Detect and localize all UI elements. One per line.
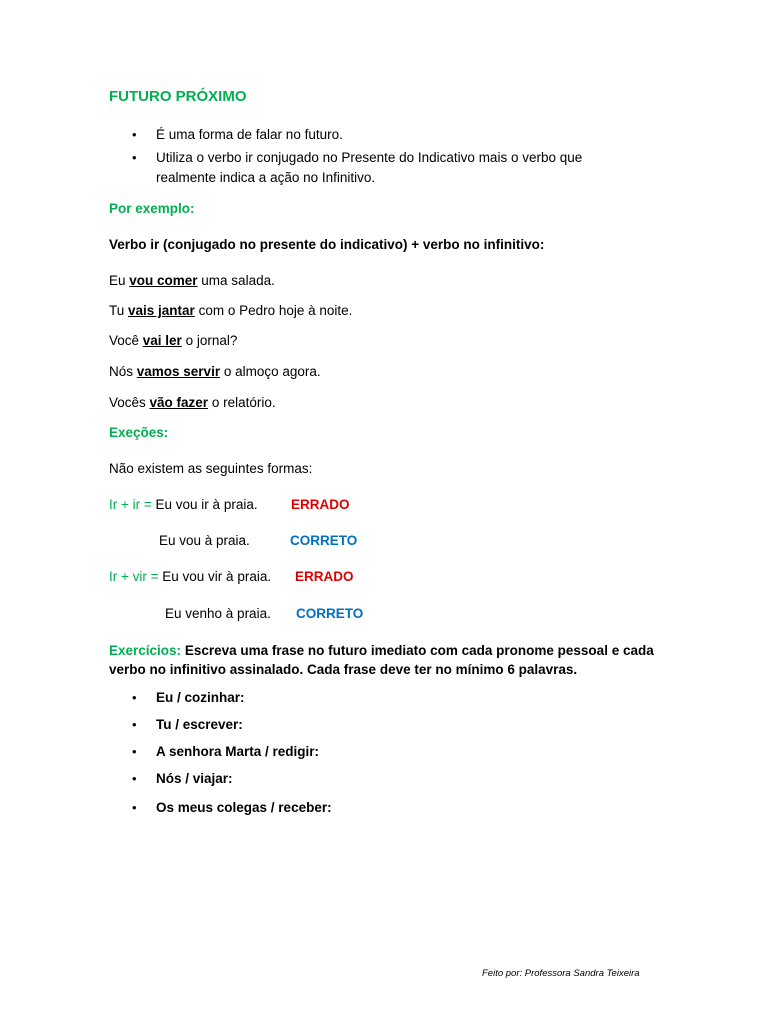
example-heading: Por exemplo:: [109, 201, 195, 216]
example-subject: Eu: [109, 273, 130, 288]
example-rest: com o Pedro hoje à noite.: [194, 303, 353, 318]
right-tag: CORRETO: [290, 533, 358, 548]
example-subject: Vocês: [109, 395, 150, 410]
example-rest: o relatório.: [208, 395, 276, 410]
example-verb: vão fazer: [149, 395, 209, 410]
intro-bullet-1: É uma forma de falar no futuro.: [156, 127, 343, 142]
example-verb: vou comer: [129, 273, 198, 288]
bullet-icon: •: [132, 717, 137, 732]
exercise-item: Eu / cozinhar:: [156, 690, 245, 705]
exercises-label: Exercícios:: [109, 643, 182, 658]
bullet-icon: •: [132, 127, 137, 142]
exception-wrong-line: [109, 497, 258, 512]
bullet-icon: •: [132, 744, 137, 759]
footer-credit: Feito por: Professora Sandra Teixeira: [482, 968, 640, 979]
intro-bullet-2: Utiliza o verbo ir conjugado no Presente do Indicativo mais o verbo que: [156, 150, 583, 165]
bullet-icon: •: [132, 690, 137, 705]
exception-wrong-sentence: Eu vou ir à praia.: [155, 497, 258, 512]
example-sentence: [109, 364, 321, 379]
bullet-icon: •: [132, 150, 137, 165]
example-verb: vamos servir: [136, 364, 221, 379]
example-verb: vais jantar: [128, 303, 195, 318]
example-subject: Tu: [109, 303, 129, 318]
exercise-item: A senhora Marta / redigir:: [156, 744, 320, 759]
exercise-item: Nós / viajar:: [156, 771, 233, 786]
example-sentence: [109, 273, 275, 288]
intro-bullet-2-cont: realmente indica a ação no Infinitivo.: [156, 170, 376, 185]
exception-wrong-line: [109, 569, 271, 584]
exercises-text: Escreva uma frase no futuro imediato com cada pronome pessoal e cada: [184, 643, 654, 658]
page-title: FUTURO PRÓXIMO: [109, 88, 247, 105]
example-sentence: [109, 395, 276, 410]
exception-label: Ir + vir =: [109, 569, 159, 584]
example-rest: o almoço agora.: [220, 364, 321, 379]
example-verb: vai ler: [142, 333, 182, 348]
exercise-item: Os meus colegas / receber:: [156, 800, 332, 815]
exceptions-heading: Exeções:: [109, 425, 169, 440]
exercises-instruction-cont: verbo no infinitivo assinalado. Cada frase deve ter no mínimo 6 palavras.: [109, 662, 578, 677]
exercise-item: Tu / escrever:: [156, 717, 243, 732]
bullet-icon: •: [132, 800, 137, 815]
exception-label: Ir + ir =: [109, 497, 152, 512]
example-subject: Você: [109, 333, 143, 348]
exception-right-sentence: Eu venho à praia.: [165, 606, 271, 621]
exception-wrong-sentence: Eu vou vir à praia.: [162, 569, 272, 584]
example-sentence: [109, 303, 352, 318]
example-rest: o jornal?: [181, 333, 238, 348]
example-subject: Nós: [109, 364, 137, 379]
example-sentence: [109, 333, 237, 348]
wrong-tag: ERRADO: [295, 569, 354, 584]
exception-right-sentence: Eu vou à praia.: [159, 533, 250, 548]
exceptions-intro: Não existem as seguintes formas:: [109, 461, 313, 476]
rule-text: Verbo ir (conjugado no presente do indicativo) + verbo no infinitivo:: [109, 237, 545, 252]
exercises-instruction: [109, 643, 654, 658]
bullet-icon: •: [132, 771, 137, 786]
example-rest: uma salada.: [197, 273, 275, 288]
wrong-tag: ERRADO: [291, 497, 350, 512]
right-tag: CORRETO: [296, 606, 364, 621]
